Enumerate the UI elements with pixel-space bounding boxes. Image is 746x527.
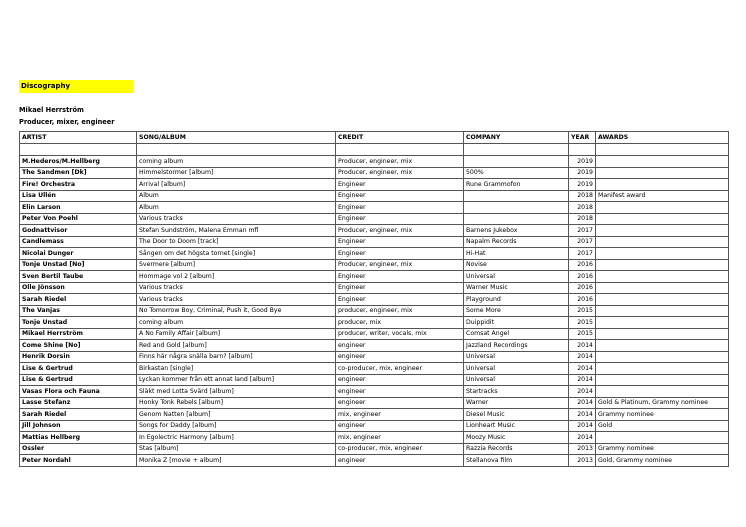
cell-credit: engineer bbox=[336, 455, 464, 467]
cell-artist: Olle Jönsson bbox=[20, 282, 137, 294]
cell-awards bbox=[596, 386, 729, 398]
cell-credit: engineer bbox=[336, 420, 464, 432]
cell-year: 2013 bbox=[569, 455, 596, 467]
cell-company: Some More bbox=[464, 305, 569, 317]
column-header-artist: ARTIST bbox=[20, 132, 137, 144]
cell-awards bbox=[596, 259, 729, 271]
cell-year: 2014 bbox=[569, 351, 596, 363]
cell-company: Diesel Music bbox=[464, 409, 569, 421]
discography-table bbox=[19, 131, 729, 467]
cell-song-album: Stefan Sundström, Malena Emman mfl bbox=[137, 225, 336, 237]
cell-awards bbox=[596, 179, 729, 191]
cell-song-album: A No Family Affair [album] bbox=[137, 328, 336, 340]
cell-year: 2014 bbox=[569, 374, 596, 386]
table-row bbox=[20, 455, 729, 467]
cell-year: 2015 bbox=[569, 305, 596, 317]
cell-song-album: Hommage vol 2 [album] bbox=[137, 271, 336, 283]
cell-company: 500% bbox=[464, 167, 569, 179]
cell-credit: Engineer bbox=[336, 294, 464, 306]
cell-credit: Producer, engineer, mix bbox=[336, 225, 464, 237]
cell-awards bbox=[596, 236, 729, 248]
cell-credit: engineer bbox=[336, 351, 464, 363]
table-row bbox=[20, 259, 729, 271]
cell-song-album: Stas [album] bbox=[137, 443, 336, 455]
cell-artist: M.Hederos/M.Hellberg bbox=[20, 156, 137, 168]
cell-artist: Tonje Unstad [No] bbox=[20, 259, 137, 271]
cell-year: 2014 bbox=[569, 397, 596, 409]
cell-company: Napalm Records bbox=[464, 236, 569, 248]
cell-awards bbox=[596, 328, 729, 340]
table-row bbox=[20, 374, 729, 386]
cell-credit: Engineer bbox=[336, 271, 464, 283]
cell-song-album: In Egolectric Harmony [album] bbox=[137, 432, 336, 444]
cell-credit: engineer bbox=[336, 374, 464, 386]
cell-credit: producer, writer, vocals, mix bbox=[336, 328, 464, 340]
cell-credit: producer, mix bbox=[336, 317, 464, 329]
cell-artist: Lisa Ullén bbox=[20, 190, 137, 202]
cell-year: 2016 bbox=[569, 294, 596, 306]
cell-awards bbox=[596, 248, 729, 260]
cell-artist: Peter Von Poehl bbox=[20, 213, 137, 225]
table-row bbox=[20, 317, 729, 329]
cell-artist: Sarah Riedel bbox=[20, 409, 137, 421]
cell-artist: Vasas Flora och Fauna bbox=[20, 386, 137, 398]
cell-credit: Engineer bbox=[336, 202, 464, 214]
table-row bbox=[20, 248, 729, 260]
cell-company: Universal bbox=[464, 351, 569, 363]
column-header-credit: CREDIT bbox=[336, 132, 464, 144]
cell-song-album: Album bbox=[137, 190, 336, 202]
cell-year: 2016 bbox=[569, 259, 596, 271]
cell-credit: mix, engineer bbox=[336, 432, 464, 444]
cell-year: 2015 bbox=[569, 317, 596, 329]
table-row bbox=[20, 432, 729, 444]
cell-artist: Mikael Herrström bbox=[20, 328, 137, 340]
cell-awards bbox=[596, 282, 729, 294]
cell-awards bbox=[596, 351, 729, 363]
cell-awards bbox=[596, 156, 729, 168]
cell-year: 2019 bbox=[569, 156, 596, 168]
cell-song-album: Songs for Daddy [album] bbox=[137, 420, 336, 432]
table-row bbox=[20, 340, 729, 352]
cell-year: 2016 bbox=[569, 282, 596, 294]
cell-company: Warner Music bbox=[464, 282, 569, 294]
cell-song-album: Finns här några snälla barn? [album] bbox=[137, 351, 336, 363]
cell-company: Hi-Hat bbox=[464, 248, 569, 260]
cell-awards: Gold & Platinum, Grammy nominee bbox=[596, 397, 729, 409]
cell-company: Duippidit bbox=[464, 317, 569, 329]
table-row bbox=[20, 397, 729, 409]
cell-song-album: Monika Z [movie + album] bbox=[137, 455, 336, 467]
cell-artist: Peter Nordahl bbox=[20, 455, 137, 467]
cell-year: 2014 bbox=[569, 363, 596, 375]
cell-credit: Engineer bbox=[336, 248, 464, 260]
cell-song-album: coming album bbox=[137, 317, 336, 329]
cell-credit: Engineer bbox=[336, 190, 464, 202]
column-header-year: YEAR bbox=[569, 132, 596, 144]
table-row bbox=[20, 386, 729, 398]
cell-credit: co-producer, mix, engineer bbox=[336, 443, 464, 455]
cell-company: Startracks bbox=[464, 386, 569, 398]
cell-year: 2018 bbox=[569, 213, 596, 225]
cell-awards bbox=[596, 374, 729, 386]
cell-year: 2014 bbox=[569, 409, 596, 421]
cell-awards bbox=[596, 167, 729, 179]
discography-title: Discography bbox=[19, 80, 133, 93]
cell-awards bbox=[596, 213, 729, 225]
table-body bbox=[20, 144, 729, 467]
cell-song-album: Album bbox=[137, 202, 336, 214]
cell-year: 2017 bbox=[569, 236, 596, 248]
cell-year: 2018 bbox=[569, 202, 596, 214]
cell-credit: Engineer bbox=[336, 282, 464, 294]
cell-year: 2019 bbox=[569, 167, 596, 179]
cell-awards: Grammy nominee bbox=[596, 443, 729, 455]
column-header-song-album: SONG/ALBUM bbox=[137, 132, 336, 144]
cell-company: Moozy Music bbox=[464, 432, 569, 444]
cell-credit: Producer, engineer, mix bbox=[336, 167, 464, 179]
cell-artist: Ossler bbox=[20, 443, 137, 455]
cell-song-album: No Tomorrow Boy, Criminal, Push it, Good Bye bbox=[137, 305, 336, 317]
person-name: Mikael Herrström bbox=[19, 106, 84, 114]
cell-artist: Henrik Dorsin bbox=[20, 351, 137, 363]
cell-credit: producer, engineer, mix bbox=[336, 305, 464, 317]
table-row bbox=[20, 167, 729, 179]
cell-song-album: Genom Natten [album] bbox=[137, 409, 336, 421]
table-row bbox=[20, 420, 729, 432]
cell-company: Comsat Angel bbox=[464, 328, 569, 340]
cell-year: 2015 bbox=[569, 328, 596, 340]
cell-artist: Sven Bertil Taube bbox=[20, 271, 137, 283]
cell-company bbox=[464, 190, 569, 202]
cell-company bbox=[464, 213, 569, 225]
table-row bbox=[20, 271, 729, 283]
cell-awards: Grammy nominee bbox=[596, 409, 729, 421]
table-row bbox=[20, 409, 729, 421]
cell-song-album: Släkt med Lotta Svärd [album] bbox=[137, 386, 336, 398]
cell-credit: Engineer bbox=[336, 236, 464, 248]
cell-company: Universal bbox=[464, 374, 569, 386]
cell-company: Jazzland Recordings bbox=[464, 340, 569, 352]
empty-row bbox=[20, 144, 729, 156]
table-row bbox=[20, 443, 729, 455]
cell-credit: co-producer, mix, engineer bbox=[336, 363, 464, 375]
cell-song-album: Honky Tonk Rebels [album] bbox=[137, 397, 336, 409]
cell-year: 2014 bbox=[569, 340, 596, 352]
cell-awards bbox=[596, 225, 729, 237]
cell-artist: Tonje Unstad bbox=[20, 317, 137, 329]
cell-song-album: Various tracks bbox=[137, 294, 336, 306]
cell-company: Stellanova film bbox=[464, 455, 569, 467]
cell-artist: Elin Larson bbox=[20, 202, 137, 214]
cell-song-album: Sången om det högsta tornet [single] bbox=[137, 248, 336, 260]
cell-song-album: Himmelstormer [album] bbox=[137, 167, 336, 179]
cell-awards: Manifest award bbox=[596, 190, 729, 202]
cell-song-album: Red and Gold [album] bbox=[137, 340, 336, 352]
person-role: Producer, mixer, engineer bbox=[19, 118, 115, 126]
cell-awards: Gold bbox=[596, 420, 729, 432]
table-row bbox=[20, 305, 729, 317]
table-row bbox=[20, 351, 729, 363]
cell-awards bbox=[596, 363, 729, 375]
cell-company: Novise bbox=[464, 259, 569, 271]
cell-song-album: coming album bbox=[137, 156, 336, 168]
cell-company: Warner bbox=[464, 397, 569, 409]
cell-credit: Producer, engineer, mix bbox=[336, 259, 464, 271]
cell-year: 2014 bbox=[569, 386, 596, 398]
cell-artist: Nicolai Dunger bbox=[20, 248, 137, 260]
cell-company: Lionheart Music bbox=[464, 420, 569, 432]
document-header bbox=[19, 73, 729, 128]
cell-awards bbox=[596, 317, 729, 329]
cell-credit: engineer bbox=[336, 340, 464, 352]
cell-artist: Come Shine [No] bbox=[20, 340, 137, 352]
table-row bbox=[20, 328, 729, 340]
table-row bbox=[20, 156, 729, 168]
header-row bbox=[20, 132, 729, 144]
cell-awards bbox=[596, 305, 729, 317]
table-row bbox=[20, 294, 729, 306]
cell-company: Rune Grammofon bbox=[464, 179, 569, 191]
cell-credit: Engineer bbox=[336, 179, 464, 191]
cell-year: 2016 bbox=[569, 271, 596, 283]
cell-credit: mix, engineer bbox=[336, 409, 464, 421]
cell-artist: The Vanjas bbox=[20, 305, 137, 317]
cell-awards bbox=[596, 340, 729, 352]
cell-artist: Candlemass bbox=[20, 236, 137, 248]
table-row bbox=[20, 213, 729, 225]
cell-company: Playground bbox=[464, 294, 569, 306]
cell-year: 2017 bbox=[569, 248, 596, 260]
cell-artist: Lise & Gertrud bbox=[20, 374, 137, 386]
cell-song-album: Various tracks bbox=[137, 282, 336, 294]
cell-artist: Jill Johnson bbox=[20, 420, 137, 432]
column-header-company: COMPANY bbox=[464, 132, 569, 144]
cell-awards bbox=[596, 202, 729, 214]
cell-song-album: Svermere [album] bbox=[137, 259, 336, 271]
cell-year: 2013 bbox=[569, 443, 596, 455]
cell-artist: Sarah Riedel bbox=[20, 294, 137, 306]
cell-year: 2017 bbox=[569, 225, 596, 237]
cell-credit: Engineer bbox=[336, 213, 464, 225]
cell-company: Barnens Jukebox bbox=[464, 225, 569, 237]
table-row bbox=[20, 179, 729, 191]
cell-credit: engineer bbox=[336, 386, 464, 398]
table-row bbox=[20, 225, 729, 237]
cell-awards bbox=[596, 271, 729, 283]
cell-year: 2019 bbox=[569, 179, 596, 191]
cell-credit: Producer, engineer, mix bbox=[336, 156, 464, 168]
cell-song-album: Lyckan kommer från ett annat land [album] bbox=[137, 374, 336, 386]
table-row bbox=[20, 190, 729, 202]
cell-year: 2014 bbox=[569, 420, 596, 432]
cell-artist: Lasse Stefanz bbox=[20, 397, 137, 409]
cell-company: Razzia Records bbox=[464, 443, 569, 455]
table-row bbox=[20, 282, 729, 294]
cell-awards: Gold, Grammy nominee bbox=[596, 455, 729, 467]
cell-company: Universal bbox=[464, 271, 569, 283]
cell-company bbox=[464, 156, 569, 168]
table-row bbox=[20, 202, 729, 214]
cell-year: 2014 bbox=[569, 432, 596, 444]
column-header-awards: AWARDS bbox=[596, 132, 729, 144]
cell-artist: The Sandmen [Dk] bbox=[20, 167, 137, 179]
table-row bbox=[20, 363, 729, 375]
cell-awards bbox=[596, 294, 729, 306]
cell-company: Universal bbox=[464, 363, 569, 375]
cell-artist: Fire! Orchestra bbox=[20, 179, 137, 191]
cell-artist: Lise & Gertrud bbox=[20, 363, 137, 375]
cell-song-album: The Door to Doom [track] bbox=[137, 236, 336, 248]
cell-artist: Godnattvisor bbox=[20, 225, 137, 237]
cell-credit: engineer bbox=[336, 397, 464, 409]
cell-company bbox=[464, 202, 569, 214]
cell-awards bbox=[596, 432, 729, 444]
cell-artist: Mattias Hellberg bbox=[20, 432, 137, 444]
cell-song-album: Arrival [album] bbox=[137, 179, 336, 191]
cell-year: 2018 bbox=[569, 190, 596, 202]
cell-song-album: Various tracks bbox=[137, 213, 336, 225]
table-row bbox=[20, 236, 729, 248]
cell-song-album: Birkastan [single] bbox=[137, 363, 336, 375]
